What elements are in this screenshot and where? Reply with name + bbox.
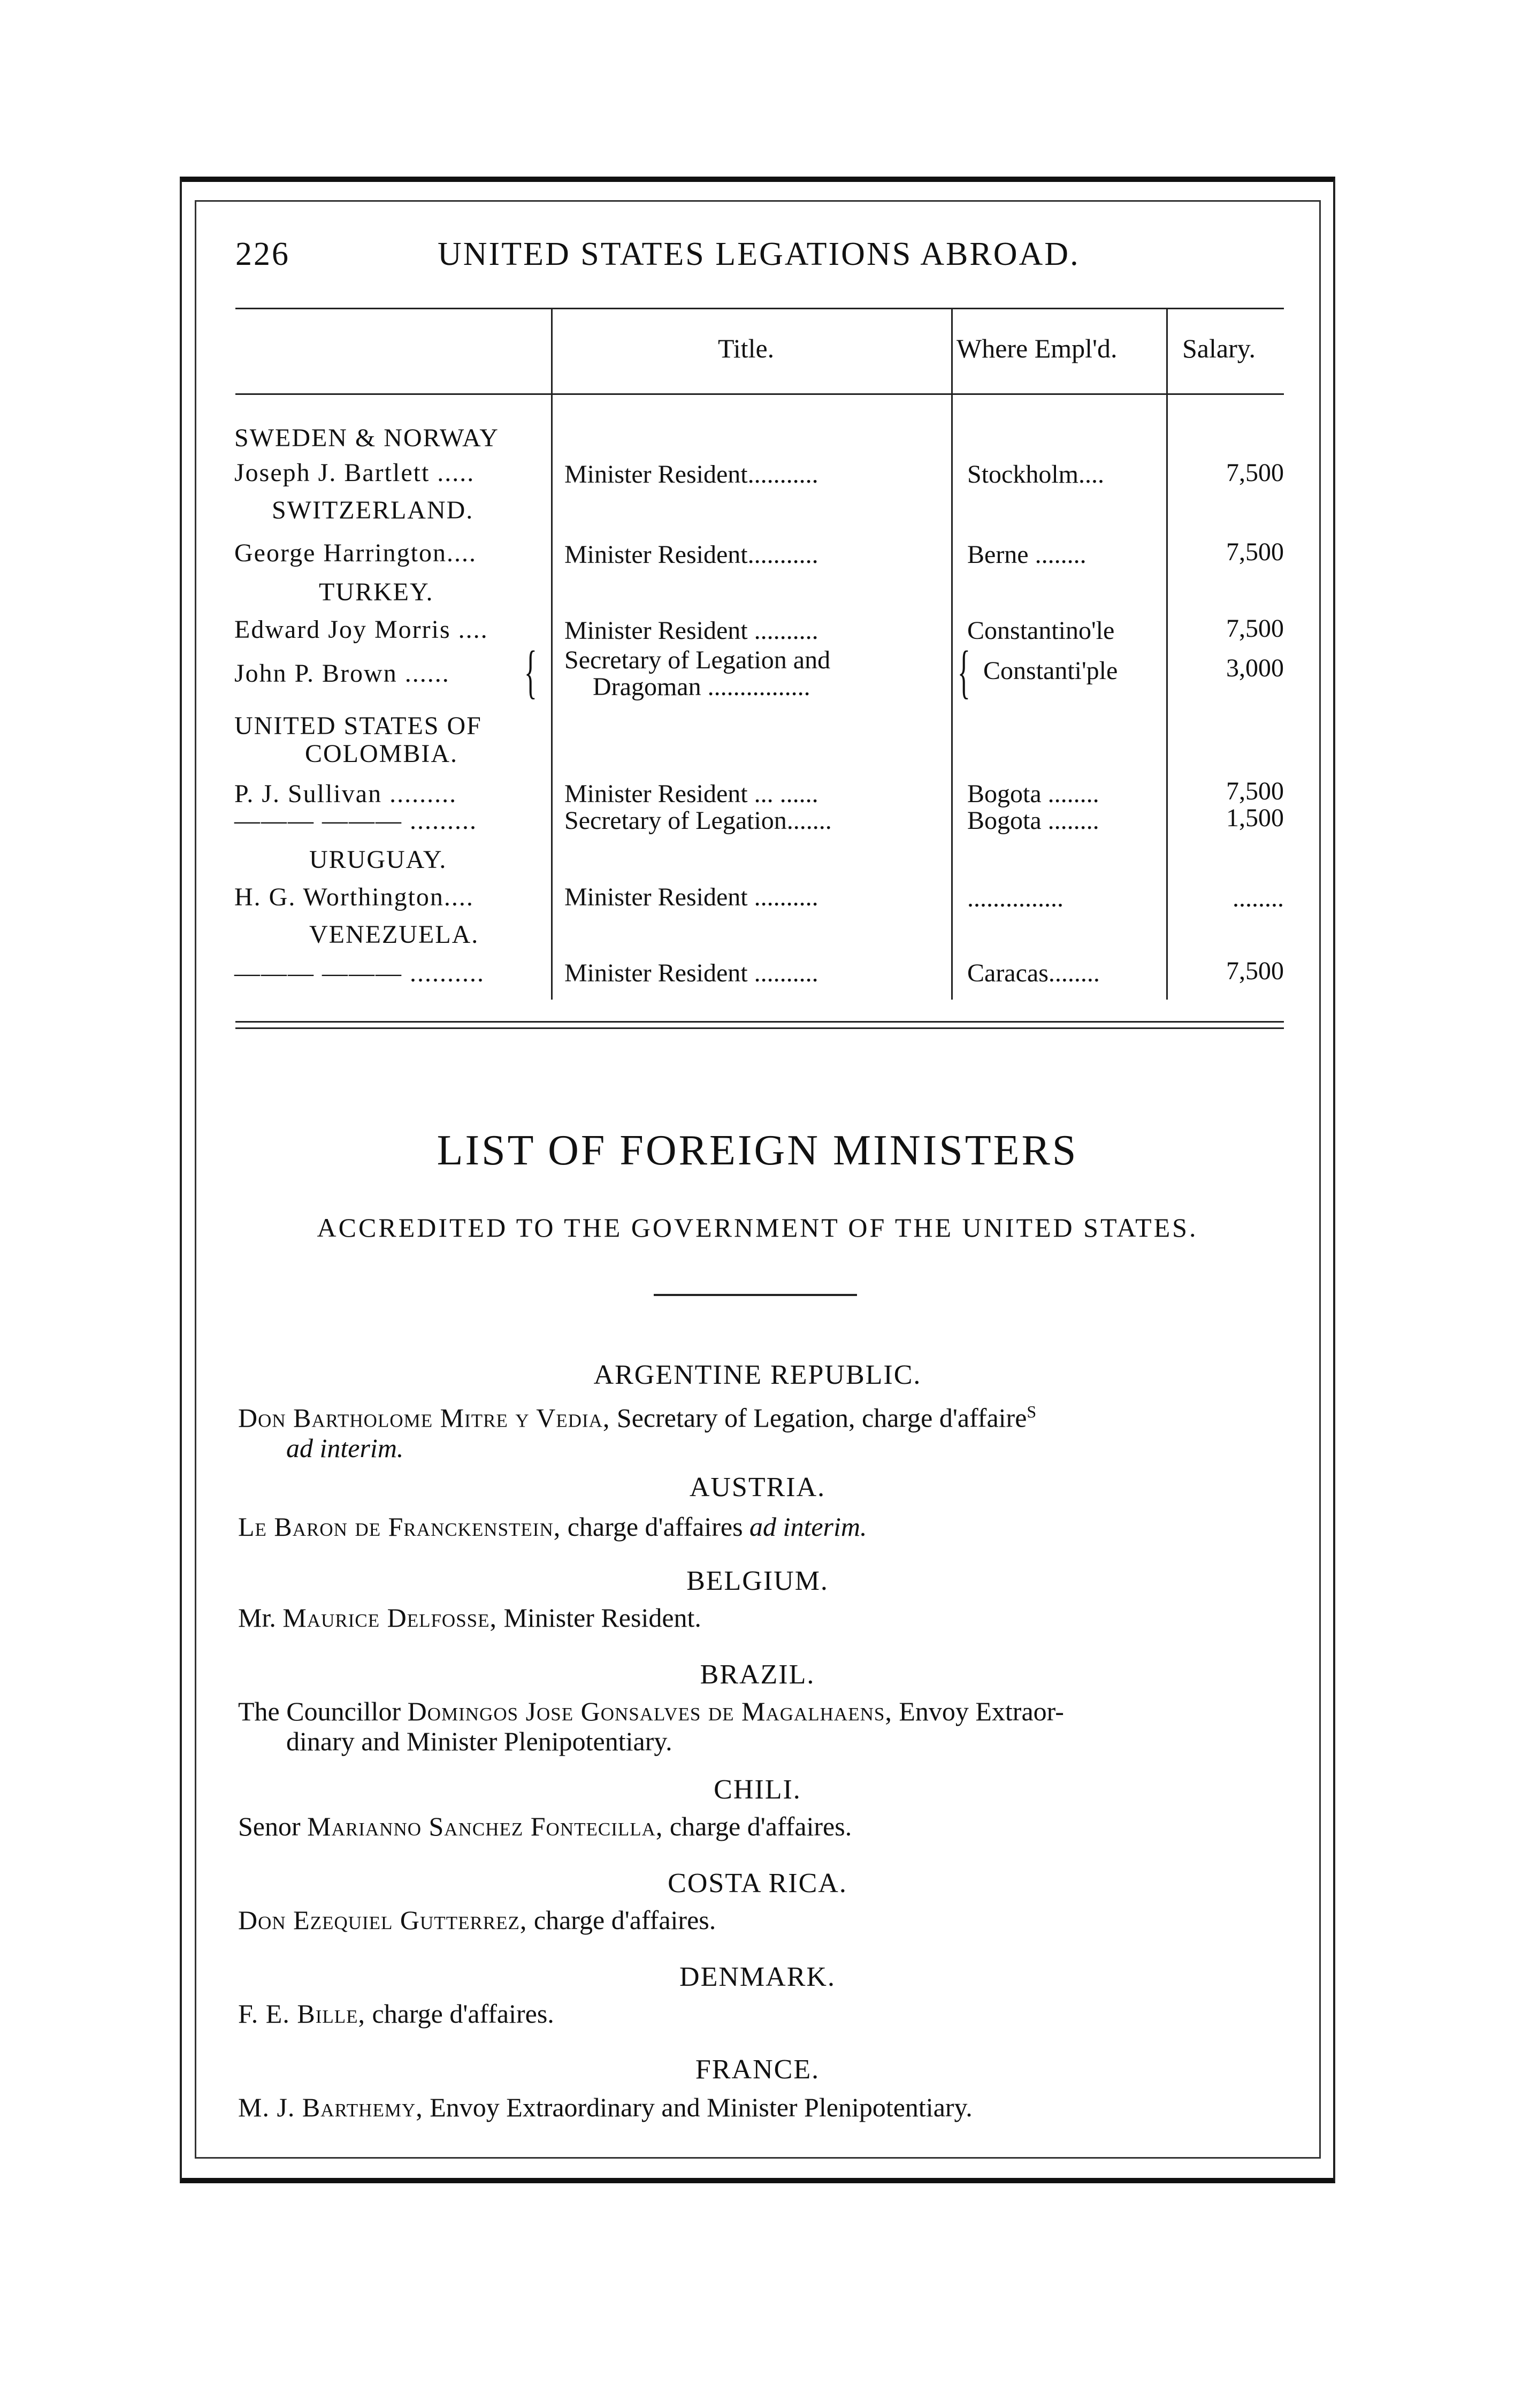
list-entry: [238, 1397, 1287, 1463]
minister-role: Minister Resident.: [497, 1603, 701, 1633]
row-where: Caracas........: [967, 959, 1100, 987]
minister-role: Envoy Extraor-: [892, 1696, 1064, 1726]
minister-role: charge d'affaires: [561, 1512, 750, 1542]
table-column-divider-1: [551, 309, 553, 1000]
table-column-divider-3: [1166, 309, 1168, 1000]
table-bottom-rule-2: [235, 1027, 1284, 1029]
entry-continuation: dinary and Minister Plenipotentiary.: [286, 1726, 672, 1756]
entry-continuation: ad interim.: [286, 1432, 404, 1463]
minister-name: F. E. Bille,: [238, 1999, 365, 2029]
row-title: Secretary of Legation and: [564, 646, 831, 674]
list-entry: [238, 2092, 1287, 2122]
row-name: ——— ——— ..........: [234, 959, 485, 987]
list-entry: [238, 1999, 1287, 2029]
row-salary: 7,500: [1226, 459, 1284, 487]
country-heading: BRAZIL.: [700, 1659, 815, 1690]
minister-name: Marianno Sanchez Fontecilla,: [307, 1811, 663, 1841]
country-heading: VENEZUELA.: [309, 920, 479, 949]
country-heading: URUGUAY.: [309, 845, 447, 874]
country-heading: COSTA RICA.: [668, 1868, 847, 1899]
row-where: Stockholm....: [967, 460, 1105, 489]
page-number: 226: [235, 236, 290, 272]
row-title: Minister Resident...........: [564, 460, 818, 489]
row-salary: 7,500: [1226, 777, 1284, 805]
name-prefix: The Councillor: [238, 1696, 408, 1726]
row-salary: 7,500: [1226, 614, 1284, 643]
row-where: Constanti'ple: [983, 657, 1118, 685]
row-title: Minister Resident ..........: [564, 883, 818, 911]
country-heading: BELGIUM.: [686, 1566, 829, 1596]
list-entry: [238, 1811, 1287, 1841]
row-name: P. J. Sullivan .........: [234, 780, 457, 808]
minister-role: charge d'affaires.: [527, 1905, 716, 1935]
minister-name: Domingos Jose Gonsalves de Magalhaens,: [407, 1696, 892, 1726]
row-where: Bogota ........: [967, 780, 1099, 808]
row-title-continued: Dragoman ................: [593, 673, 810, 701]
row-where: Berne ........: [967, 540, 1086, 569]
list-entry: [238, 1905, 1287, 1935]
row-name: John P. Brown ......: [234, 659, 450, 688]
row-name: ——— ——— .........: [234, 806, 477, 835]
row-name: George Harrington....: [234, 539, 477, 567]
table-top-rule: [235, 308, 1284, 309]
row-name: Joseph J. Bartlett .....: [234, 459, 475, 487]
row-name: H. G. Worthington....: [234, 883, 474, 911]
column-header-where: Where Empl'd.: [957, 333, 1118, 363]
list-entry: [238, 1603, 1287, 1633]
country-heading: SWITZERLAND.: [272, 496, 474, 524]
brace-icon: {: [524, 639, 537, 704]
row-name: Edward Joy Morris ....: [234, 615, 488, 644]
row-salary: 7,500: [1226, 538, 1284, 566]
minister-name: Don Bartholome Mitre y Vedia,: [238, 1403, 610, 1433]
list-entry: [238, 1696, 1287, 1756]
row-salary: 1,500: [1226, 804, 1284, 832]
page-inner-border: [195, 200, 1321, 2159]
table-bottom-rule-1: [235, 1021, 1284, 1023]
row-title: Minister Resident ..........: [564, 959, 818, 987]
minister-role: charge d'affaires.: [365, 1999, 554, 2029]
list-entry: [238, 1512, 1287, 1542]
minister-role-italic: ad interim.: [749, 1512, 867, 1542]
row-where: Constantino'le: [967, 616, 1115, 645]
minister-role: Secretary of Legation, charge d'affaire: [610, 1403, 1027, 1433]
minister-name: Le Baron de Franckenstein,: [238, 1512, 561, 1542]
running-title: UNITED STATES LEGATIONS ABROAD.: [438, 236, 1080, 272]
minister-name: Maurice Delfosse,: [282, 1603, 498, 1633]
minister-role: Envoy Extraordinary and Minister Plenipotentiary.: [423, 2092, 973, 2122]
list-title: LIST OF FOREIGN MINISTERS: [437, 1127, 1078, 1174]
country-heading: FRANCE.: [695, 2054, 820, 2085]
country-heading: TURKEY.: [319, 578, 434, 606]
country-heading: CHILI.: [714, 1774, 801, 1805]
superscript: S: [1027, 1402, 1037, 1421]
minister-name: Don Ezequiel Gutterrez,: [238, 1905, 527, 1935]
minister-name: M. J. Barthemy,: [238, 2092, 423, 2122]
list-subtitle: ACCREDITED TO THE GOVERNMENT OF THE UNITED STATES.: [317, 1213, 1198, 1243]
country-heading: SWEDEN & NORWAY: [234, 424, 499, 452]
country-heading: UNITED STATES OF: [234, 712, 482, 740]
minister-role: charge d'affaires.: [663, 1811, 852, 1841]
country-heading-continued: COLOMBIA.: [305, 740, 458, 768]
row-title: Minister Resident...........: [564, 540, 818, 569]
row-title: Minister Resident ..........: [564, 616, 818, 645]
table-header-rule: [235, 393, 1284, 395]
country-heading: DENMARK.: [679, 1962, 836, 1992]
name-prefix: Mr.: [238, 1603, 283, 1633]
country-heading: ARGENTINE REPUBLIC.: [593, 1360, 922, 1390]
brace-icon: {: [958, 639, 970, 704]
name-prefix: Senor: [238, 1811, 308, 1841]
column-header-title: Title.: [718, 333, 775, 363]
table-column-divider-2: [951, 309, 953, 1000]
row-where: Bogota ........: [967, 806, 1099, 835]
title-divider: [654, 1294, 857, 1296]
country-heading: AUSTRIA.: [689, 1472, 826, 1503]
row-salary: 3,000: [1226, 654, 1284, 682]
row-title: Secretary of Legation.......: [564, 806, 832, 835]
row-title: Minister Resident ... ......: [564, 780, 818, 808]
row-salary: 7,500: [1226, 957, 1284, 985]
row-salary: ........: [1233, 884, 1284, 912]
column-header-salary: Salary.: [1182, 333, 1256, 363]
row-where: ...............: [967, 884, 1063, 912]
